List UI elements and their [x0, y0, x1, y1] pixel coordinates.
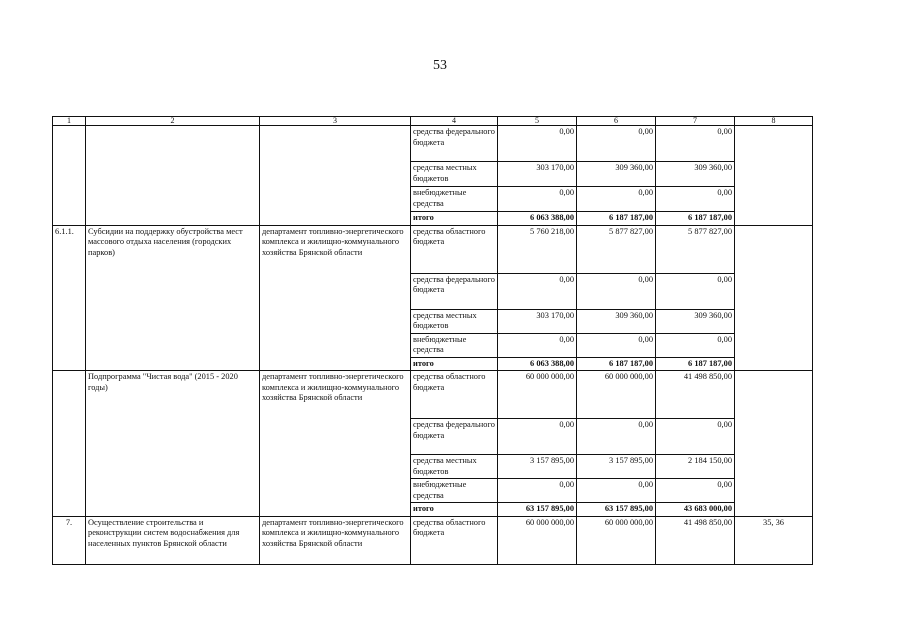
- item-number-cell: 7.: [53, 516, 86, 564]
- amount-col5-cell: 0,00: [498, 333, 577, 357]
- page-number: 53: [433, 58, 447, 73]
- amount-col6-cell: 0,00: [577, 333, 656, 357]
- reference-cell: [735, 126, 813, 226]
- table-row: [53, 126, 813, 162]
- funding-source-cell: средства местных бюджетов: [411, 309, 498, 333]
- amount-col6-cell: 6 187 187,00: [577, 357, 656, 371]
- table-row: [53, 371, 813, 419]
- reference-cell: [735, 371, 813, 517]
- amount-col5-cell: 60 000 000,00: [498, 371, 577, 419]
- amount-col6-cell: 60 000 000,00: [577, 371, 656, 419]
- amount-col6-cell: 5 877 827,00: [577, 225, 656, 273]
- amount-col6-cell: 0,00: [577, 273, 656, 309]
- column-header: 8: [735, 117, 813, 126]
- funding-source-cell: средства федерального бюджета: [411, 126, 498, 162]
- item-number-cell: [53, 371, 86, 517]
- item-name-cell: Осуществление строительства и реконструкции систем водоснабжения для населенных пунктов Брянской области: [86, 516, 260, 564]
- column-header: 7: [656, 117, 735, 126]
- amount-col6-cell: 309 360,00: [577, 309, 656, 333]
- responsible-cell: департамент топливно-энергетического комплекса и жилищно-коммунального хозяйства Брянской области: [260, 225, 411, 371]
- funding-source-cell: внебюджетные средства: [411, 333, 498, 357]
- item-number-cell: 6.1.1.: [53, 225, 86, 371]
- amount-col5-cell: 0,00: [498, 187, 577, 212]
- amount-col6-cell: 6 187 187,00: [577, 212, 656, 226]
- amount-col6-cell: 0,00: [577, 126, 656, 162]
- amount-col5-cell: 3 157 895,00: [498, 455, 577, 479]
- header-row: [53, 117, 813, 126]
- amount-col7-cell: 0,00: [656, 126, 735, 162]
- amount-col7-cell: 0,00: [656, 273, 735, 309]
- amount-col5-cell: 60 000 000,00: [498, 516, 577, 564]
- table-row: [53, 516, 813, 564]
- amount-col5-cell: 63 157 895,00: [498, 503, 577, 517]
- column-header: 6: [577, 117, 656, 126]
- amount-col6-cell: 60 000 000,00: [577, 516, 656, 564]
- funding-source-cell: средства местных бюджетов: [411, 455, 498, 479]
- funding-source-cell: средства областного бюджета: [411, 371, 498, 419]
- funding-source-cell: средства федерального бюджета: [411, 419, 498, 455]
- funding-source-cell: средства областного бюджета: [411, 225, 498, 273]
- amount-col7-cell: 6 187 187,00: [656, 212, 735, 226]
- amount-col6-cell: 63 157 895,00: [577, 503, 656, 517]
- amount-col7-cell: 309 360,00: [656, 309, 735, 333]
- amount-col7-cell: 0,00: [656, 479, 735, 503]
- funding-source-cell: средства местных бюджетов: [411, 162, 498, 187]
- amount-col5-cell: 0,00: [498, 479, 577, 503]
- item-name-cell: Подпрограмма "Чистая вода" (2015 - 2020 годы): [86, 371, 260, 517]
- funding-source-cell: итого: [411, 503, 498, 517]
- funding-source-cell: итого: [411, 357, 498, 371]
- amount-col7-cell: 0,00: [656, 187, 735, 212]
- amount-col5-cell: 0,00: [498, 126, 577, 162]
- reference-cell: 35, 36: [735, 516, 813, 564]
- amount-col7-cell: 41 498 850,00: [656, 371, 735, 419]
- responsible-cell: [260, 126, 411, 226]
- funding-source-cell: средства областного бюджета: [411, 516, 498, 564]
- amount-col5-cell: 6 063 388,00: [498, 212, 577, 226]
- reference-cell: [735, 225, 813, 371]
- amount-col7-cell: 0,00: [656, 419, 735, 455]
- amount-col6-cell: 309 360,00: [577, 162, 656, 187]
- amount-col5-cell: 6 063 388,00: [498, 357, 577, 371]
- amount-col6-cell: 0,00: [577, 419, 656, 455]
- funding-source-cell: итого: [411, 212, 498, 226]
- item-name-cell: Субсидии на поддержку обустройства мест массового отдыха населения (городских парков): [86, 225, 260, 371]
- column-header: 2: [86, 117, 260, 126]
- amount-col7-cell: 2 184 150,00: [656, 455, 735, 479]
- amount-col7-cell: 41 498 850,00: [656, 516, 735, 564]
- amount-col7-cell: 0,00: [656, 333, 735, 357]
- amount-col6-cell: 0,00: [577, 187, 656, 212]
- funding-source-cell: внебюджетные средства: [411, 479, 498, 503]
- amount-col6-cell: 0,00: [577, 479, 656, 503]
- amount-col5-cell: 303 170,00: [498, 309, 577, 333]
- amount-col5-cell: 0,00: [498, 419, 577, 455]
- amount-col5-cell: 303 170,00: [498, 162, 577, 187]
- column-header: 5: [498, 117, 577, 126]
- amount-col7-cell: 5 877 827,00: [656, 225, 735, 273]
- amount-col5-cell: 0,00: [498, 273, 577, 309]
- amount-col7-cell: 43 683 000,00: [656, 503, 735, 517]
- item-number-cell: [53, 126, 86, 226]
- amount-col6-cell: 3 157 895,00: [577, 455, 656, 479]
- amount-col7-cell: 6 187 187,00: [656, 357, 735, 371]
- column-header: 3: [260, 117, 411, 126]
- item-name-cell: [86, 126, 260, 226]
- table-row: [53, 225, 813, 273]
- budget-table: [52, 116, 813, 565]
- amount-col5-cell: 5 760 218,00: [498, 225, 577, 273]
- funding-source-cell: средства федерального бюджета: [411, 273, 498, 309]
- column-header: 4: [411, 117, 498, 126]
- column-header: 1: [53, 117, 86, 126]
- amount-col7-cell: 309 360,00: [656, 162, 735, 187]
- responsible-cell: департамент топливно-энергетического комплекса и жилищно-коммунального хозяйства Брянской области: [260, 516, 411, 564]
- funding-source-cell: внебюджетные средства: [411, 187, 498, 212]
- responsible-cell: департамент топливно-энергетического комплекса и жилищно-коммунального хозяйства Брянской области: [260, 371, 411, 517]
